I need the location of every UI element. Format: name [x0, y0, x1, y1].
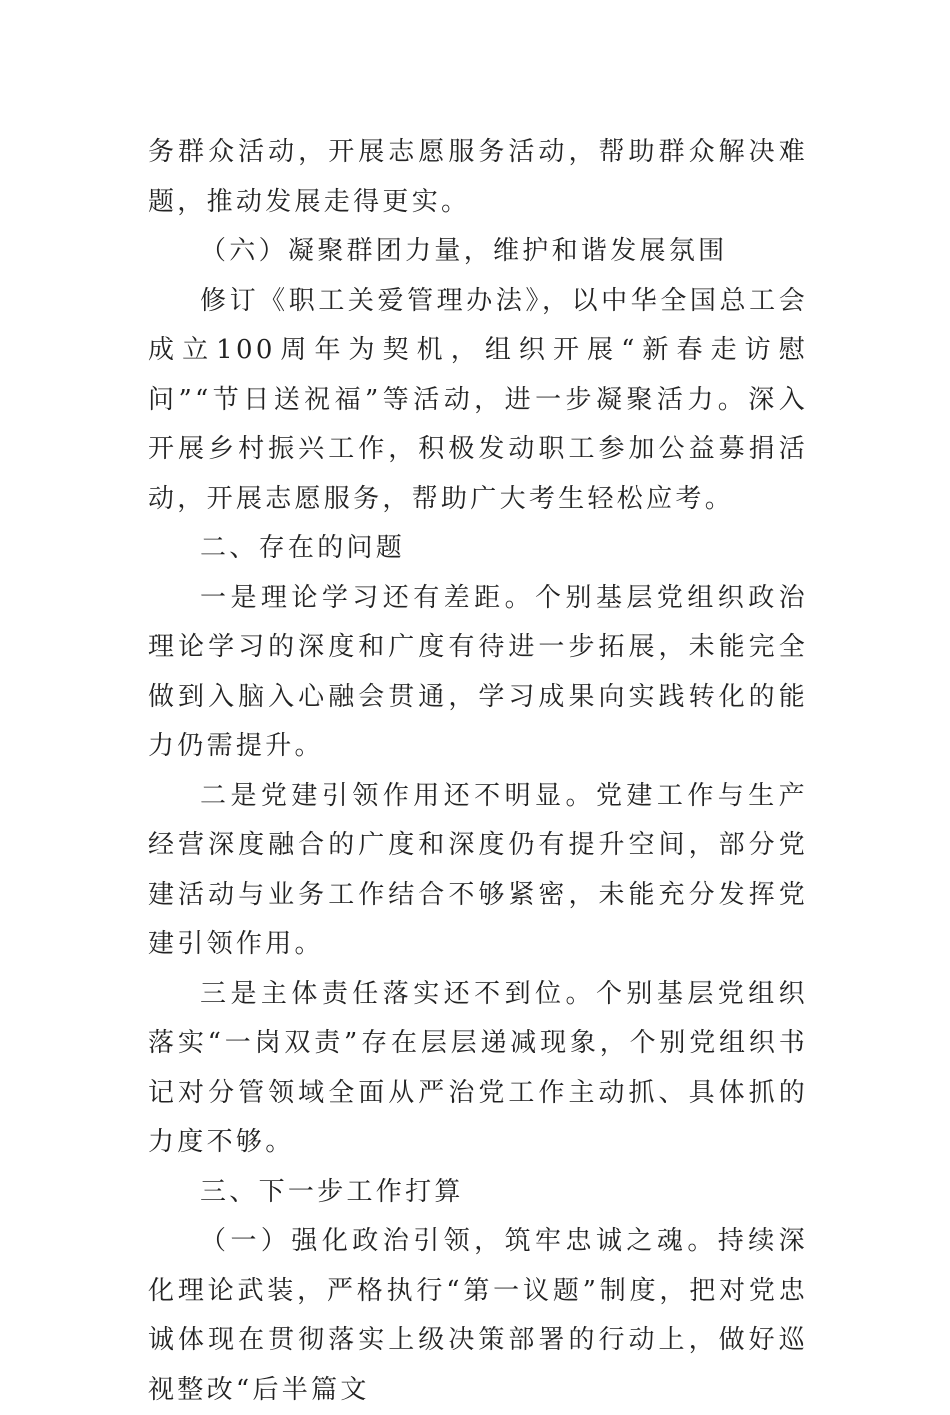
- paragraph-problem-one: 一是理论学习还有差距。个别基层党组织政治理论学习的深度和广度有待进一步拓展，未能完全做到入脑入心融会贯通，学习成果向实践转化的能力仍需提升。: [148, 582, 808, 761]
- paragraph-problem-two: 二是党建引领作用还不明显。党建工作与生产经营深度融合的广度和深度仍有提升空间，部分党建活动与业务工作结合不够紧密，未能充分发挥党建引领作用。: [148, 780, 808, 959]
- paragraph-next-step-one: （一）强化政治引领，筑牢忠诚之魂。持续深化理论武装，严格执行“第一议题”制度，把对党忠诚体现在贯彻落实上级决策部署的行动上，做好巡视整改“后半篇文: [148, 1226, 808, 1405]
- paragraph-problem-three: 三是主体责任落实还不到位。个别基层党组织落实“一岗双责”存在层层递减现象，个别党组织书记对分管领域全面从严治党工作主动抓、具体抓的力度不够。: [148, 978, 808, 1157]
- section-heading-next-steps: 三、下一步工作打算: [200, 1176, 464, 1207]
- paragraph-continuation: 务群众活动，开展志愿服务活动，帮助群众解决难题，推动发展走得更实。: [148, 137, 808, 217]
- section-heading-six: （六）凝聚群团力量，维护和谐发展氛围: [200, 236, 728, 266]
- paragraph-care-measures: 修订《职工关爱管理办法》，以中华全国总工会成立100周年为契机，组织开展“新春走访慰问”“节日送祝福”等活动，进一步凝聚活力。深入开展乡村振兴工作，积极发动职工参加公益募捐活动，开展志愿服务，帮助广大考生轻松应考。: [148, 285, 808, 514]
- section-heading-problems: 二、存在的问题: [200, 533, 406, 563]
- document-body: [148, 128, 808, 1415]
